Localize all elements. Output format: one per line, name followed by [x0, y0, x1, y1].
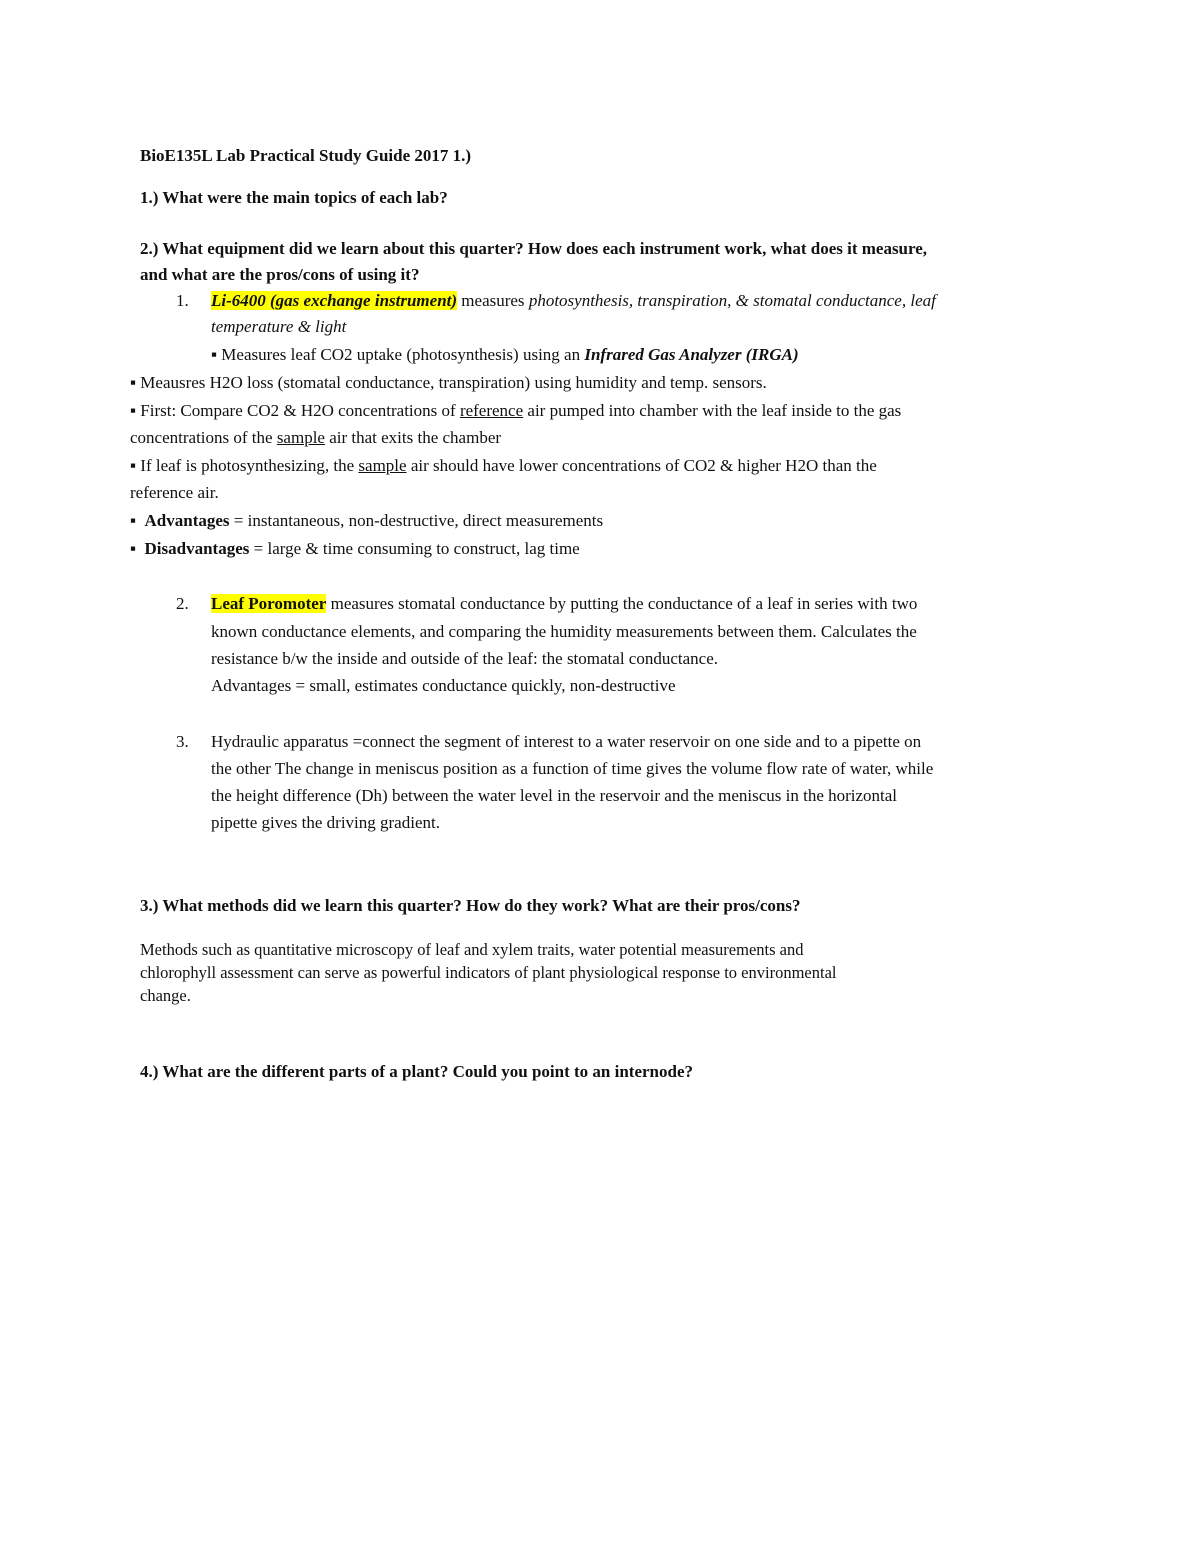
item-1-verb: measures	[457, 291, 529, 310]
item-1-desc-1: photosynthesis, transpiration, & stomatal conductance, leaf	[528, 291, 936, 310]
question-3-answer-line-3: change.	[140, 986, 191, 1005]
item-2-line-2: known conductance elements, and comparing the humidity measurements between them. Calculates the	[211, 622, 917, 641]
item-3-line-3: the height difference (Dh) between the water level in the reservoir and the meniscus in the horizontal	[211, 786, 898, 805]
item-3-line-1: Hydraulic apparatus =connect the segment of interest to a water reservoir on one side and to a pipette on	[211, 732, 922, 751]
item-2-number: 2.	[176, 594, 189, 613]
bullet-4-text-b: air should have lower concentrations of CO2 & higher H2O than the	[406, 456, 877, 475]
bullet-1-text: ▪ Measures leaf CO2 uptake (photosynthesis) using an	[211, 345, 585, 364]
question-1: 1.) What were the main topics of each lab?	[140, 188, 448, 207]
item-1-bullet-1	[211, 342, 799, 368]
disadvantages-text: = large & time consuming to construct, lag time	[249, 539, 580, 558]
item-1-bullet-4	[130, 453, 877, 479]
item-2-text-1: measures stomatal conductance by putting the conductance of a leaf in series with two	[326, 594, 918, 613]
disadvantages-bullet: ▪	[130, 539, 137, 558]
bullet-3-text-b: air pumped into chamber with the leaf inside to the gas	[523, 401, 902, 420]
item-1-bullet-4-cont: reference air.	[130, 483, 219, 502]
item-2-line-3: resistance b/w the inside and outside of the leaf: the stomatal conductance.	[211, 649, 718, 668]
bullet-3-text-a: ▪ First: Compare CO2 & H2O concentrations of	[130, 401, 460, 420]
bullet-3-text-d: air that exits the chamber	[324, 428, 502, 447]
question-3-answer-line-1: Methods such as quantitative microscopy of leaf and xylem traits, water potential measurements and	[140, 940, 804, 959]
irga-term: Infrared Gas Analyzer (IRGA)	[584, 345, 799, 364]
sample-word: sample	[276, 428, 325, 447]
disadvantages-label: Disadvantages	[144, 539, 250, 558]
sample-word-2: sample	[358, 456, 407, 475]
advantages-line	[130, 508, 603, 534]
disadvantages-line	[130, 536, 580, 562]
li6400-name: Li-6400 (gas exchange instrument)	[211, 291, 458, 310]
question-3: 3.) What methods did we learn this quarter? How do they work? What are their pros/cons?	[140, 896, 801, 915]
question-4: 4.) What are the different parts of a plant? Could you point to an internode?	[140, 1062, 693, 1081]
item-1-bullet-2: ▪ Meausres H2O loss (stomatal conductance, transpiration) using humidity and temp. sensors.	[130, 373, 767, 392]
item-1-bullet-3-cont	[130, 425, 501, 451]
item-3-number: 3.	[176, 732, 189, 751]
item-1-line-1	[211, 288, 936, 314]
bullet-4-text-a: ▪ If leaf is photosynthesizing, the	[130, 456, 359, 475]
question-2-line-2: and what are the pros/cons of using it?	[140, 265, 420, 284]
advantages-label: Advantages	[144, 511, 230, 530]
reference-word: reference	[459, 401, 524, 420]
item-3-line-2: the other The change in meniscus position as a function of time gives the volume flow rate of water, while	[211, 759, 934, 778]
bullet-3-text-c: concentrations of the	[130, 428, 277, 447]
item-1-desc-2: temperature & light	[211, 317, 347, 336]
question-3-answer-line-2: chlorophyll assessment can serve as powerful indicators of plant physiological response to environmental	[140, 963, 837, 982]
document-title: BioE135L Lab Practical Study Guide 2017 1.)	[140, 146, 472, 165]
item-3-line-4: pipette gives the driving gradient.	[211, 813, 440, 832]
question-2-line-1: 2.) What equipment did we learn about this quarter? How does each instrument work, what does it measure,	[140, 239, 928, 258]
item-1-bullet-3	[130, 398, 901, 424]
item-2-line-1	[211, 591, 917, 617]
advantages-bullet: ▪	[130, 511, 137, 530]
poromoter-name: Leaf Poromoter	[211, 594, 327, 613]
advantages-text: = instantaneous, non-destructive, direct measurements	[229, 511, 604, 530]
item-2-line-4: Advantages = small, estimates conductance quickly, non-destructive	[211, 676, 676, 695]
item-1-number: 1.	[176, 291, 189, 310]
